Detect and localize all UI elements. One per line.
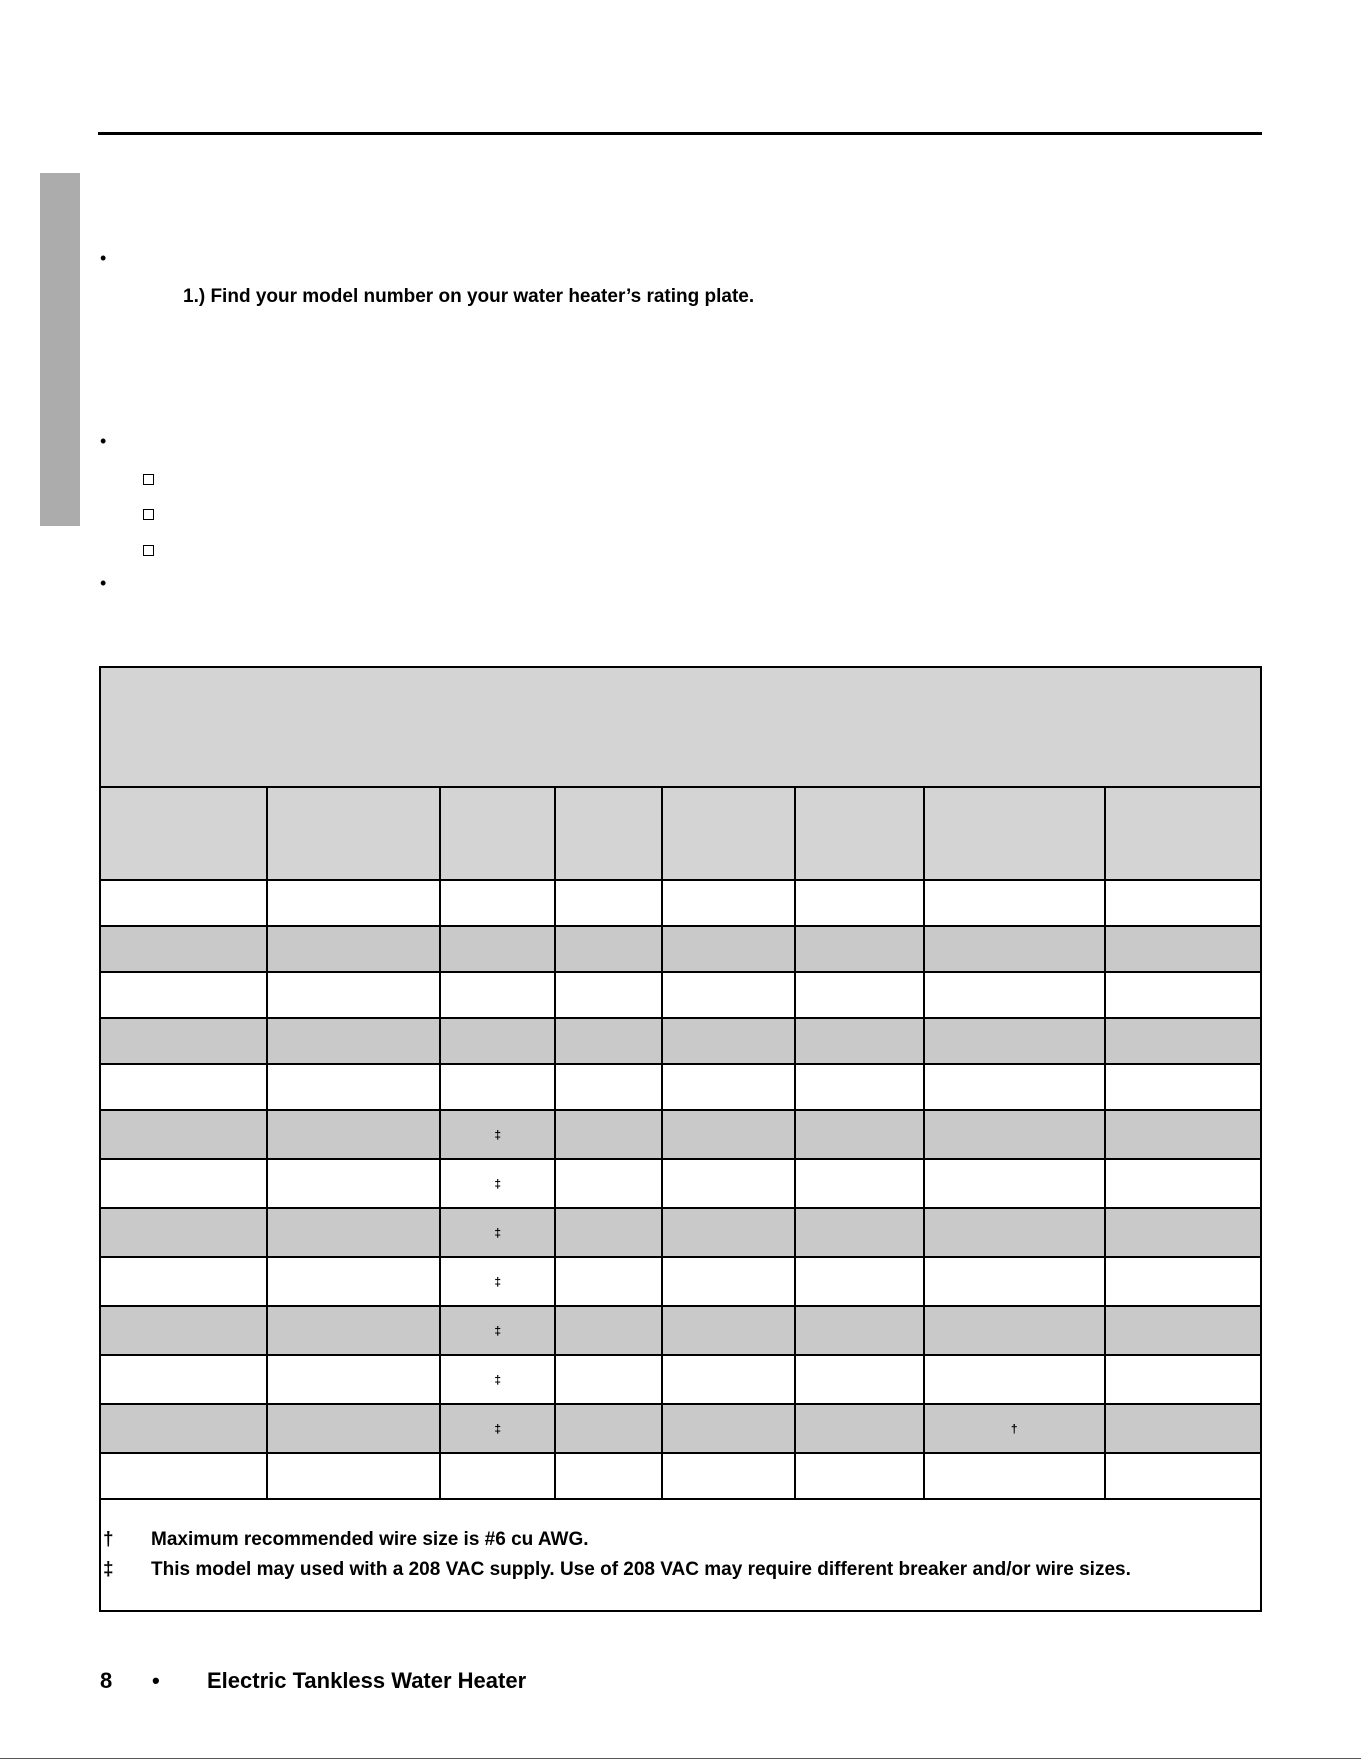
table-cell bbox=[795, 1018, 924, 1064]
table-row bbox=[100, 1404, 1261, 1453]
table-cell: ‡ bbox=[440, 1404, 555, 1453]
footnote-mark: ‡ bbox=[103, 1559, 114, 1580]
table-cell bbox=[1105, 1453, 1261, 1499]
footnote-mark: † bbox=[103, 1529, 114, 1550]
table-cell bbox=[1105, 1257, 1261, 1306]
column-header bbox=[795, 787, 924, 880]
table-cell bbox=[1105, 926, 1261, 972]
table-cell bbox=[662, 1064, 795, 1110]
table-row bbox=[100, 926, 1261, 972]
table-cell bbox=[1105, 1064, 1261, 1110]
table-cell bbox=[1105, 1159, 1261, 1208]
table-cell bbox=[267, 972, 440, 1018]
footnote bbox=[101, 1525, 1260, 1555]
table-cell bbox=[267, 1064, 440, 1110]
table-cell bbox=[440, 1018, 555, 1064]
bottom-rule bbox=[0, 1758, 1361, 1759]
column-header bbox=[267, 787, 440, 880]
breaker-wire-size-table bbox=[99, 666, 1262, 1612]
table-cell bbox=[440, 880, 555, 926]
table-cell bbox=[555, 1110, 662, 1159]
table-cell bbox=[555, 1064, 662, 1110]
column-header bbox=[555, 787, 662, 880]
column-header bbox=[662, 787, 795, 880]
table-cell bbox=[100, 1159, 267, 1208]
table-cell bbox=[1105, 1208, 1261, 1257]
table-cell bbox=[795, 880, 924, 926]
footer-separator: • bbox=[152, 1668, 160, 1693]
column-header bbox=[924, 787, 1105, 880]
table-cell bbox=[795, 1257, 924, 1306]
column-header bbox=[100, 787, 267, 880]
table-cell bbox=[795, 1306, 924, 1355]
table-cell bbox=[100, 1110, 267, 1159]
table-cell bbox=[662, 926, 795, 972]
table-cell bbox=[795, 1064, 924, 1110]
table-cell bbox=[100, 926, 267, 972]
table-cell bbox=[795, 1404, 924, 1453]
table-cell bbox=[555, 1453, 662, 1499]
table-cell bbox=[267, 1018, 440, 1064]
checkbox-1 bbox=[143, 474, 154, 485]
table-cell: † bbox=[924, 1404, 1105, 1453]
table-cell bbox=[924, 1355, 1105, 1404]
table-row bbox=[100, 972, 1261, 1018]
table-cell: ‡ bbox=[440, 1306, 555, 1355]
table-cell bbox=[924, 880, 1105, 926]
table-cell bbox=[267, 1404, 440, 1453]
table-cell bbox=[662, 1159, 795, 1208]
table-row bbox=[100, 1208, 1261, 1257]
table-cell bbox=[555, 926, 662, 972]
table-cell: ‡ bbox=[440, 1110, 555, 1159]
bullet-2: • bbox=[100, 431, 107, 451]
table-cell bbox=[100, 1306, 267, 1355]
header-rule bbox=[98, 132, 1262, 135]
table-cell bbox=[440, 972, 555, 1018]
table-cell bbox=[440, 1453, 555, 1499]
table-cell bbox=[662, 1355, 795, 1404]
table-row bbox=[100, 880, 1261, 926]
table-row bbox=[100, 1018, 1261, 1064]
table-cell: ‡ bbox=[440, 1159, 555, 1208]
table-cell bbox=[795, 1159, 924, 1208]
table-cell bbox=[662, 880, 795, 926]
table-cell bbox=[1105, 1306, 1261, 1355]
table-cell bbox=[662, 1257, 795, 1306]
table-cell bbox=[924, 1110, 1105, 1159]
table-cell bbox=[100, 1208, 267, 1257]
bullet-1: • bbox=[100, 248, 107, 268]
table-cell bbox=[267, 880, 440, 926]
table-row bbox=[100, 1159, 1261, 1208]
table-cell bbox=[924, 1306, 1105, 1355]
table-cell: ‡ bbox=[440, 1257, 555, 1306]
table-cell bbox=[795, 1453, 924, 1499]
table-cell bbox=[662, 1208, 795, 1257]
table-cell bbox=[100, 1257, 267, 1306]
table-cell bbox=[1105, 972, 1261, 1018]
table-cell bbox=[100, 1453, 267, 1499]
table-cell bbox=[555, 1018, 662, 1064]
table-cell bbox=[100, 1018, 267, 1064]
table-cell bbox=[924, 1208, 1105, 1257]
table-title bbox=[100, 667, 1261, 787]
column-header bbox=[1105, 787, 1261, 880]
table-cell bbox=[267, 1355, 440, 1404]
table-cell bbox=[795, 1355, 924, 1404]
table-cell bbox=[924, 972, 1105, 1018]
table-cell bbox=[555, 1257, 662, 1306]
table-cell bbox=[924, 1257, 1105, 1306]
checkbox-3 bbox=[143, 545, 154, 556]
side-tab bbox=[40, 173, 80, 526]
table-row bbox=[100, 1064, 1261, 1110]
table-cell bbox=[1105, 1018, 1261, 1064]
table-row bbox=[100, 1110, 1261, 1159]
table-cell bbox=[662, 1306, 795, 1355]
table-cell bbox=[100, 1355, 267, 1404]
footnote bbox=[101, 1555, 1260, 1585]
table-cell bbox=[267, 926, 440, 972]
table-row bbox=[100, 1306, 1261, 1355]
table-cell bbox=[555, 1208, 662, 1257]
table-cell bbox=[267, 1110, 440, 1159]
table-cell bbox=[555, 1355, 662, 1404]
table-cell bbox=[555, 1159, 662, 1208]
table-row bbox=[100, 1355, 1261, 1404]
table-cell bbox=[100, 1404, 267, 1453]
table-cell bbox=[440, 1064, 555, 1110]
table-cell bbox=[1105, 880, 1261, 926]
table-cell bbox=[267, 1453, 440, 1499]
table-cell bbox=[662, 1110, 795, 1159]
table-cell bbox=[100, 1064, 267, 1110]
table-cell bbox=[100, 972, 267, 1018]
table-footnotes bbox=[100, 1499, 1261, 1611]
table-cell bbox=[924, 926, 1105, 972]
bullet-3: • bbox=[100, 573, 107, 593]
table-cell bbox=[924, 1018, 1105, 1064]
table-cell bbox=[1105, 1404, 1261, 1453]
column-header bbox=[440, 787, 555, 880]
table-cell bbox=[555, 972, 662, 1018]
table-cell bbox=[1105, 1355, 1261, 1404]
table-row bbox=[100, 1453, 1261, 1499]
page-number: 8 bbox=[100, 1668, 113, 1693]
footer-title: Electric Tankless Water Heater bbox=[207, 1668, 527, 1693]
table-cell bbox=[267, 1208, 440, 1257]
table-cell bbox=[100, 880, 267, 926]
table-cell bbox=[267, 1159, 440, 1208]
table-cell bbox=[440, 926, 555, 972]
table-cell bbox=[555, 1306, 662, 1355]
table-cell bbox=[662, 1404, 795, 1453]
table-cell bbox=[267, 1306, 440, 1355]
instruction-step-1: 1.) Find your model number on your water heater’s rating plate. bbox=[183, 286, 755, 307]
table-cell bbox=[795, 926, 924, 972]
table-cell bbox=[1105, 1110, 1261, 1159]
table-cell bbox=[555, 1404, 662, 1453]
table-cell bbox=[924, 1159, 1105, 1208]
table-cell bbox=[795, 1110, 924, 1159]
table-cell bbox=[924, 1453, 1105, 1499]
table-cell: ‡ bbox=[440, 1355, 555, 1404]
footnote-text: Maximum recommended wire size is #6 cu AWG. bbox=[151, 1529, 589, 1550]
footnote-text: This model may used with a 208 VAC supply. Use of 208 VAC may require different breaker and/or wire sizes. bbox=[151, 1559, 1131, 1580]
table-cell bbox=[795, 972, 924, 1018]
table-cell bbox=[555, 880, 662, 926]
table-cell bbox=[267, 1257, 440, 1306]
table-row bbox=[100, 1257, 1261, 1306]
table-cell bbox=[662, 1453, 795, 1499]
table-cell bbox=[795, 1208, 924, 1257]
table-cell: ‡ bbox=[440, 1208, 555, 1257]
table-cell bbox=[662, 1018, 795, 1064]
table-cell bbox=[662, 972, 795, 1018]
checkbox-2 bbox=[143, 509, 154, 520]
table-cell bbox=[924, 1064, 1105, 1110]
